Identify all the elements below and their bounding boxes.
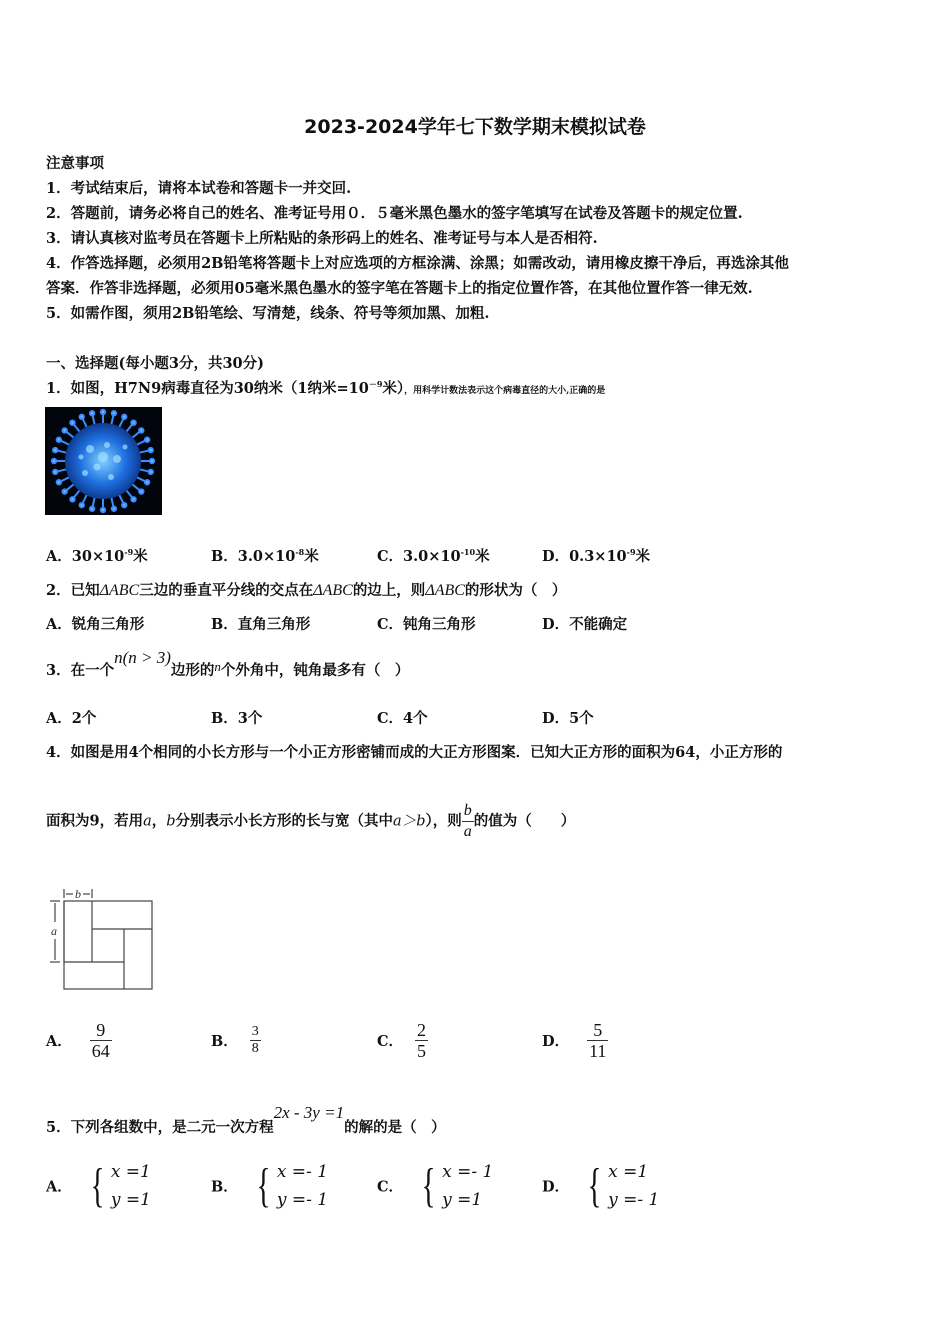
note-item: 答案．作答非选择题，必须用05毫米黑色墨水的签字笔在答题卡上的指定位置作答，在其他位置作答一律无效. [46,280,753,297]
q2-option-b[interactable]: B．直角三角形 [211,616,311,633]
fig-label-b: b [75,887,81,901]
note-item: 1．考试结束后，请将本试卷和答题卡一并交回. [46,180,352,197]
q1-option-d[interactable]: D．$0.3\times 10^{-9}$米 [542,547,651,565]
q4-stem-line1: 4．如图是用4个相同的小长方形与一个小正方形密铺而成的大正方形图案．已知大正方形的面积为64，小正方形的 [46,744,783,761]
q3-option-d[interactable]: D．5个 [542,710,594,727]
q2-option-a[interactable]: A．锐角三角形 [46,616,145,633]
q4-option-a[interactable]: A． $\frac{9}{64}$ [46,1020,110,1061]
note-item: 5．如需作图，须用2B铅笔绘、写清楚，线条、符号等须加黑、加粗. [46,305,490,322]
q3-option-b[interactable]: B．3个 [211,710,263,727]
fig-label-a: a [51,924,57,938]
section-heading: 一、选择题(每小题3分，共30分) [46,355,264,372]
q1-stem: 1．如图，H7N9病毒直径为30纳米（1纳米$=10^{-9}$米），用科学计数法表示这个病毒直径的大小,正确的是 [46,379,606,397]
q2-stem: 2．已知ΔABC三边的垂直平分线的交点在ΔABC的边上，则ΔABC的形状为（ ） [46,582,567,599]
rectangle-tiling-figure [46,884,158,992]
q5-option-d[interactable]: D． { x =1 y =- 1 [542,1159,660,1212]
q2-option-c[interactable]: C．钝角三角形 [377,616,476,633]
q4-option-d[interactable]: D． $\frac{5}{11}$ [542,1020,607,1061]
note-item: 3．请认真核对监考员在答题卡上所粘贴的条形码上的姓名、准考证号与本人是否相符. [46,230,598,247]
q5-option-c[interactable]: C． { x =- 1 y =1 [377,1159,494,1212]
notes-heading: 注意事项 [46,155,104,172]
q5-stem: 5．下列各组数中，是二元一次方程2x - 3y =1的解的是（ ） [46,1103,446,1136]
q1-option-a[interactable]: A．$30\times 10^{-9}$米 [46,547,148,565]
q4-option-b[interactable]: B． $\frac{3}{8}$ [211,1024,259,1056]
q2-option-d[interactable]: D．不能确定 [542,616,628,633]
q5-option-b[interactable]: B． { x =- 1 y =- 1 [211,1159,329,1212]
q3-stem: 3．在一个n(n > 3)边形的n个外角中，钝角最多有（ ） [46,648,410,679]
q5-option-a[interactable]: A． { x =1 y =1 [46,1159,151,1212]
q1-option-c[interactable]: C．$3.0\times 10^{-10}$米 [377,547,490,565]
note-item: 2．答题前，请务必将自己的姓名、准考证号用０．５毫米黑色墨水的签字笔填写在试卷及答题卡的规定位置. [46,205,743,222]
q3-option-c[interactable]: C．4个 [377,710,428,727]
page-title: 2023-2024学年七下数学期末模拟试卷 [304,116,646,138]
note-item: 4．作答选择题，必须用2B铅笔将答题卡上对应选项的方框涂满、涂黑；如需改动，请用橡皮擦干净后，再选涂其他 [46,255,789,272]
virus-image [45,407,162,515]
q3-option-a[interactable]: A．2个 [46,710,97,727]
q1-option-b[interactable]: B．$3.0\times 10^{-8}$米 [211,547,319,565]
q4-option-c[interactable]: C． $\frac{2}{5}$ [377,1020,427,1061]
b-over-a-fraction: $\frac{b}{a}$ [463,802,472,840]
q4-stem-line2: 面积为9，若用a，b分别表示小长方形的长与宽（其中a＞b），则 $\frac{b}{a}$ 的值为（ ） [46,802,576,840]
